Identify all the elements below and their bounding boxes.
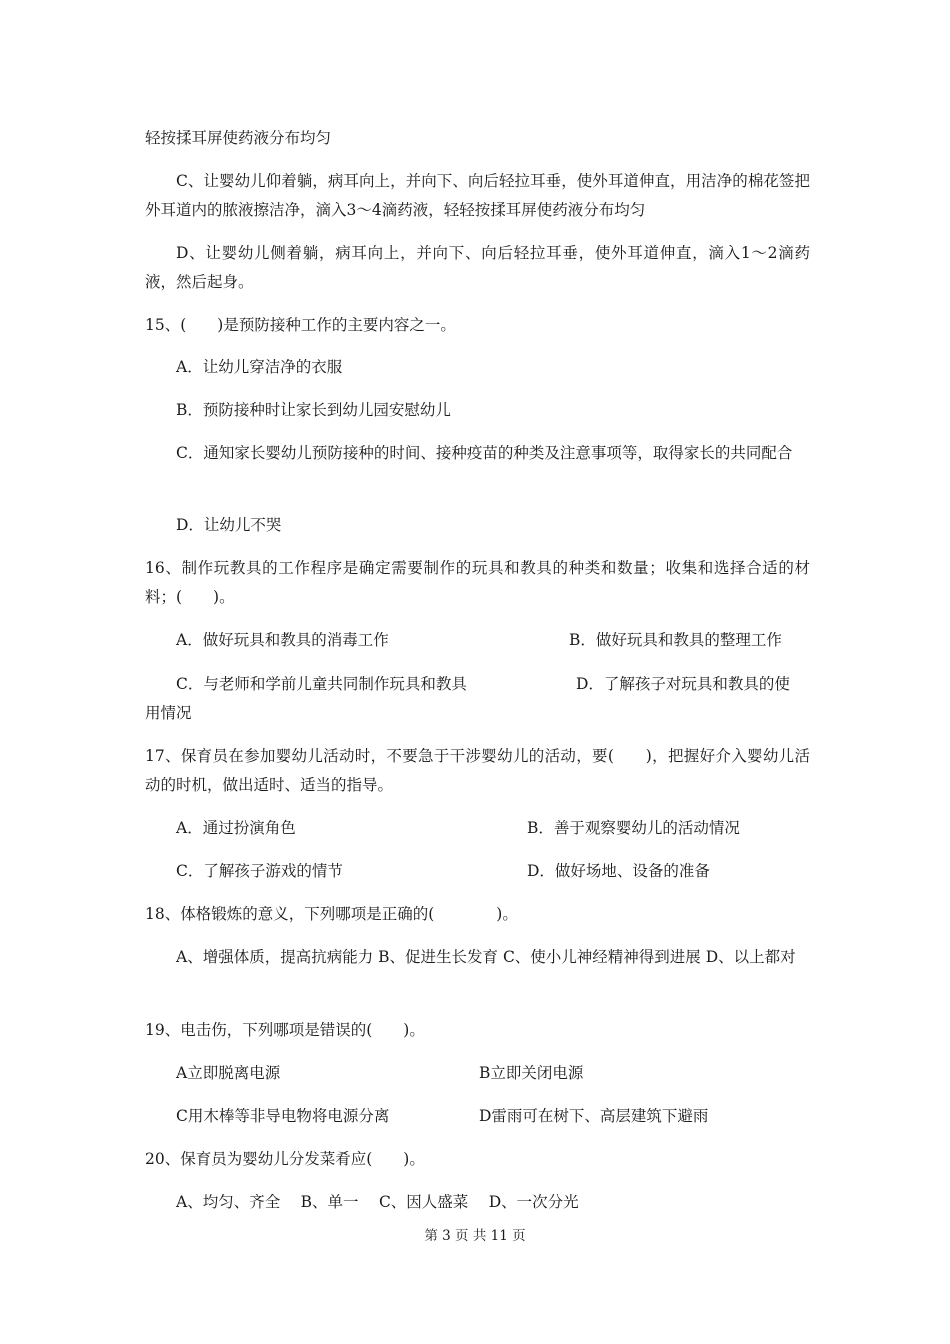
q16-option-a: A．做好玩具和教具的消毒工作 [176, 631, 389, 649]
q16-option-b: B．做好玩具和教具的整理工作 [569, 631, 782, 649]
q17-option-b: B．善于观察婴幼儿的活动情况 [527, 819, 740, 837]
q17-option-a: A．通过扮演角色 [176, 819, 296, 837]
q18-options: A、增强体质，提高抗病能力 B、促进生长发育 C、使小儿神经精神得到进展 D、以上都对 [176, 948, 796, 966]
q20-options: A、均匀、齐全 B、单一 C、因人盛菜 D、一次分光 [176, 1193, 579, 1211]
q19-stem: 19、电击伤，下列哪项是错误的( )。 [145, 1021, 425, 1039]
q20-stem: 20、保育员为婴幼儿分发菜肴应( )。 [145, 1150, 425, 1168]
q15-option-b: B．预防接种时让家长到幼儿园安慰幼儿 [176, 401, 451, 419]
q19-option-b: B立即关闭电源 [479, 1064, 584, 1082]
q17-option-d: D．做好场地、设备的准备 [527, 862, 710, 880]
q16-option-d: D．了解孩子对玩具和教具的使 [576, 675, 790, 693]
page-number-footer: 第 3 页 共 11 页 [424, 1228, 526, 1244]
q19-option-a: A立即脱离电源 [176, 1064, 281, 1082]
q16-option-d-continuation: 用情况 [145, 704, 192, 722]
q14-option-c: C、让婴幼儿仰着躺，病耳向上，并向下、向后轻拉耳垂，使外耳道伸直，用洁净的棉花签把外耳道内的脓液擦洁净，滴入3～4滴药液，轻轻按揉耳屏使药液分布均匀 [145, 172, 810, 219]
q15-option-c: C．通知家长婴幼儿预防接种的时间、接种疫苗的种类及注意事项等，取得家长的共同配合 [176, 444, 793, 462]
q18-stem: 18、体格锻炼的意义，下列哪项是正确的( )。 [145, 905, 518, 923]
q16-stem: 16、制作玩教具的工作程序是确定需要制作的玩具和教具的种类和数量；收集和选择合适的材料；( )。 [145, 559, 810, 606]
q14-continuation-line: 轻按揉耳屏使药液分布均匀 [145, 129, 332, 147]
q19-option-c: C用木棒等非导电物将电源分离 [176, 1107, 390, 1125]
q15-option-a: A．让幼儿穿洁净的衣服 [176, 358, 343, 376]
q15-option-d: D．让幼儿不哭 [176, 516, 282, 534]
q17-stem: 17、保育员在参加婴幼儿活动时，不要急于干涉婴幼儿的活动，要( )，把握好介入婴幼儿活动的时机，做出适时、适当的指导。 [145, 747, 810, 794]
q16-option-c: C．与老师和学前儿童共同制作玩具和教具 [176, 675, 467, 693]
q15-stem: 15、( )是预防接种工作的主要内容之一。 [145, 316, 456, 334]
q14-option-d: D、让婴幼儿侧着躺，病耳向上，并向下、向后轻拉耳垂，使外耳道伸直，滴入1～2滴药液，然后起身。 [145, 244, 810, 291]
q19-option-d: D雷雨可在树下、高层建筑下避雨 [479, 1107, 709, 1125]
q17-option-c: C．了解孩子游戏的情节 [176, 862, 343, 880]
